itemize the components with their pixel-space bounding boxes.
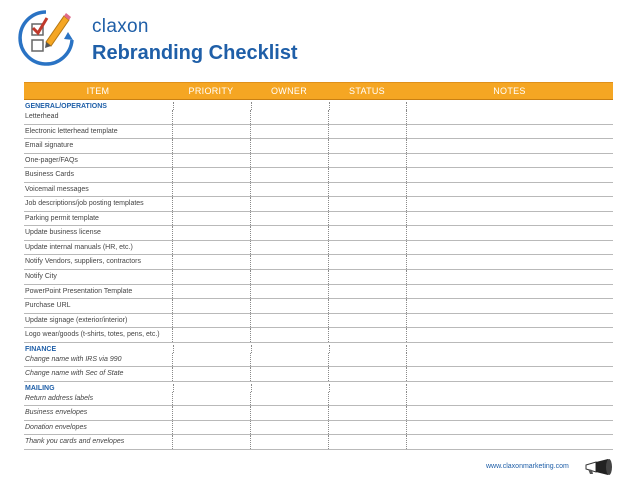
section-heading-cell — [251, 345, 329, 353]
notes-cell[interactable] — [406, 241, 613, 255]
notes-cell[interactable] — [406, 270, 613, 284]
table-row — [24, 367, 613, 382]
owner-cell[interactable] — [250, 314, 328, 328]
item-cell: Notify City — [25, 273, 57, 281]
footer-url[interactable]: www.claxonmarketing.com — [486, 463, 569, 470]
status-cell[interactable] — [328, 125, 406, 139]
priority-cell[interactable] — [172, 435, 250, 449]
checklist-table — [24, 82, 613, 450]
column-header-status: STATUS — [349, 86, 385, 96]
column-header-notes: NOTES — [493, 86, 526, 96]
table-row — [24, 392, 613, 407]
section-heading-cell — [406, 384, 613, 392]
owner-cell[interactable] — [250, 183, 328, 197]
owner-cell[interactable] — [250, 154, 328, 168]
table-row — [24, 139, 613, 154]
status-cell[interactable] — [328, 110, 406, 124]
priority-cell[interactable] — [172, 353, 250, 367]
table-row — [24, 125, 613, 140]
table-row — [24, 421, 613, 436]
table-row — [24, 314, 613, 329]
status-cell[interactable] — [328, 270, 406, 284]
section-heading — [24, 100, 613, 110]
item-cell: Update internal manuals (HR, etc.) — [25, 243, 133, 251]
notes-cell[interactable] — [406, 392, 613, 406]
table-row — [24, 241, 613, 256]
page-title: Rebranding Checklist — [92, 42, 298, 64]
item-cell: Change name with IRS via 990 — [25, 355, 122, 363]
table-row — [24, 212, 613, 227]
table-header — [24, 82, 613, 100]
owner-cell[interactable] — [250, 285, 328, 299]
notes-cell[interactable] — [406, 154, 613, 168]
table-row — [24, 183, 613, 198]
section-heading-label: MAILING — [25, 384, 55, 392]
column-header-priority: PRIORITY — [188, 86, 234, 96]
notes-cell[interactable] — [406, 226, 613, 240]
table-row — [24, 299, 613, 314]
notes-cell[interactable] — [406, 168, 613, 182]
item-cell: Business Cards — [25, 171, 75, 179]
item-cell: PowerPoint Presentation Template — [25, 287, 133, 295]
section-heading-cell — [173, 384, 251, 392]
owner-cell[interactable] — [250, 241, 328, 255]
table-row — [24, 255, 613, 270]
priority-cell[interactable] — [172, 168, 250, 182]
priority-cell[interactable] — [172, 255, 250, 269]
owner-cell[interactable] — [250, 168, 328, 182]
status-cell[interactable] — [328, 139, 406, 153]
status-cell[interactable] — [328, 367, 406, 381]
claxon-logo-icon — [14, 6, 78, 66]
notes-cell[interactable] — [406, 421, 613, 435]
priority-cell[interactable] — [172, 212, 250, 226]
status-cell[interactable] — [328, 183, 406, 197]
item-cell: Notify Vendors, suppliers, contractors — [25, 258, 141, 266]
table-row — [24, 435, 613, 450]
priority-cell[interactable] — [172, 270, 250, 284]
owner-cell[interactable] — [250, 328, 328, 342]
notes-cell[interactable] — [406, 183, 613, 197]
item-cell: Letterhead — [25, 113, 59, 120]
item-cell: Business envelopes — [25, 409, 88, 417]
status-cell[interactable] — [328, 241, 406, 255]
section-heading-cell — [173, 345, 251, 353]
table-row — [24, 353, 613, 368]
section-heading-cell — [329, 102, 407, 110]
owner-cell[interactable] — [250, 139, 328, 153]
item-cell: Change name with Sec of State — [25, 370, 124, 378]
item-cell: Parking permit template — [25, 214, 99, 222]
status-cell[interactable] — [328, 299, 406, 313]
priority-cell[interactable] — [172, 367, 250, 381]
notes-cell[interactable] — [406, 212, 613, 226]
item-cell: Electronic letterhead template — [25, 127, 118, 135]
owner-cell[interactable] — [250, 255, 328, 269]
notes-cell[interactable] — [406, 367, 613, 381]
section-heading-label: GENERAL/OPERATIONS — [25, 103, 107, 110]
priority-cell[interactable] — [172, 125, 250, 139]
column-header-item: ITEM — [86, 86, 110, 96]
table-row — [24, 154, 613, 169]
section-heading-cell — [251, 102, 329, 110]
table-row — [24, 328, 613, 343]
status-cell[interactable] — [328, 212, 406, 226]
section-heading — [24, 382, 613, 392]
priority-cell[interactable] — [172, 241, 250, 255]
owner-cell[interactable] — [250, 212, 328, 226]
table-row — [24, 226, 613, 241]
section-heading-cell — [173, 102, 251, 110]
owner-cell[interactable] — [250, 421, 328, 435]
notes-cell[interactable] — [406, 406, 613, 420]
item-cell: One-pager/FAQs — [25, 156, 78, 164]
notes-cell[interactable] — [406, 197, 613, 211]
notes-cell[interactable] — [406, 299, 613, 313]
table-row — [24, 110, 613, 125]
item-cell: Voicemail messages — [25, 185, 89, 193]
status-cell[interactable] — [328, 435, 406, 449]
item-cell: Update business license — [25, 229, 101, 237]
owner-cell[interactable] — [250, 392, 328, 406]
item-cell: Donation envelopes — [25, 423, 87, 431]
priority-cell[interactable] — [172, 392, 250, 406]
notes-cell[interactable] — [406, 110, 613, 124]
column-header-owner: OWNER — [271, 86, 307, 96]
status-cell[interactable] — [328, 285, 406, 299]
priority-cell[interactable] — [172, 197, 250, 211]
priority-cell[interactable] — [172, 285, 250, 299]
priority-cell[interactable] — [172, 226, 250, 240]
section-heading-cell — [406, 102, 613, 110]
status-cell[interactable] — [328, 353, 406, 367]
notes-cell[interactable] — [406, 435, 613, 449]
status-cell[interactable] — [328, 421, 406, 435]
status-cell[interactable] — [328, 197, 406, 211]
notes-cell[interactable] — [406, 353, 613, 367]
owner-cell[interactable] — [250, 270, 328, 284]
megaphone-icon — [584, 458, 614, 476]
priority-cell[interactable] — [172, 299, 250, 313]
owner-cell[interactable] — [250, 353, 328, 367]
status-cell[interactable] — [328, 406, 406, 420]
item-cell: Logo wear/goods (t-shirts, totes, pens, etc.) — [25, 331, 160, 339]
notes-cell[interactable] — [406, 285, 613, 299]
table-row — [24, 406, 613, 421]
status-cell[interactable] — [328, 255, 406, 269]
section-heading-cell — [329, 345, 407, 353]
owner-cell[interactable] — [250, 226, 328, 240]
owner-cell[interactable] — [250, 367, 328, 381]
priority-cell[interactable] — [172, 314, 250, 328]
section-heading-cell — [406, 345, 613, 353]
notes-cell[interactable] — [406, 328, 613, 342]
owner-cell[interactable] — [250, 435, 328, 449]
owner-cell[interactable] — [250, 406, 328, 420]
item-cell: Purchase URL — [25, 302, 71, 310]
item-cell: Return address labels — [25, 394, 94, 402]
priority-cell[interactable] — [172, 110, 250, 124]
table-body — [24, 100, 613, 450]
notes-cell[interactable] — [406, 139, 613, 153]
priority-cell[interactable] — [172, 154, 250, 168]
priority-cell[interactable] — [172, 406, 250, 420]
priority-cell[interactable] — [172, 183, 250, 197]
owner-cell[interactable] — [250, 110, 328, 124]
notes-cell[interactable] — [406, 314, 613, 328]
owner-cell[interactable] — [250, 197, 328, 211]
section-heading-cell — [329, 384, 407, 392]
table-row — [24, 270, 613, 285]
section-heading-label: FINANCE — [25, 345, 57, 353]
owner-cell[interactable] — [250, 299, 328, 313]
table-row — [24, 285, 613, 300]
status-cell[interactable] — [328, 328, 406, 342]
status-cell[interactable] — [328, 314, 406, 328]
table-row — [24, 168, 613, 183]
item-cell: Thank you cards and envelopes — [25, 438, 125, 446]
section-heading-cell — [251, 384, 329, 392]
notes-cell[interactable] — [406, 255, 613, 269]
priority-cell[interactable] — [172, 328, 250, 342]
owner-cell[interactable] — [250, 125, 328, 139]
notes-cell[interactable] — [406, 125, 613, 139]
item-cell: Email signature — [25, 142, 74, 150]
section-heading — [24, 343, 613, 353]
brand-name: claxon — [92, 16, 149, 37]
status-cell[interactable] — [328, 168, 406, 182]
item-cell: Update signage (exterior/interior) — [25, 316, 128, 324]
status-cell[interactable] — [328, 154, 406, 168]
priority-cell[interactable] — [172, 421, 250, 435]
table-row — [24, 197, 613, 212]
status-cell[interactable] — [328, 392, 406, 406]
item-cell: Job descriptions/job posting templates — [25, 200, 144, 208]
status-cell[interactable] — [328, 226, 406, 240]
priority-cell[interactable] — [172, 139, 250, 153]
